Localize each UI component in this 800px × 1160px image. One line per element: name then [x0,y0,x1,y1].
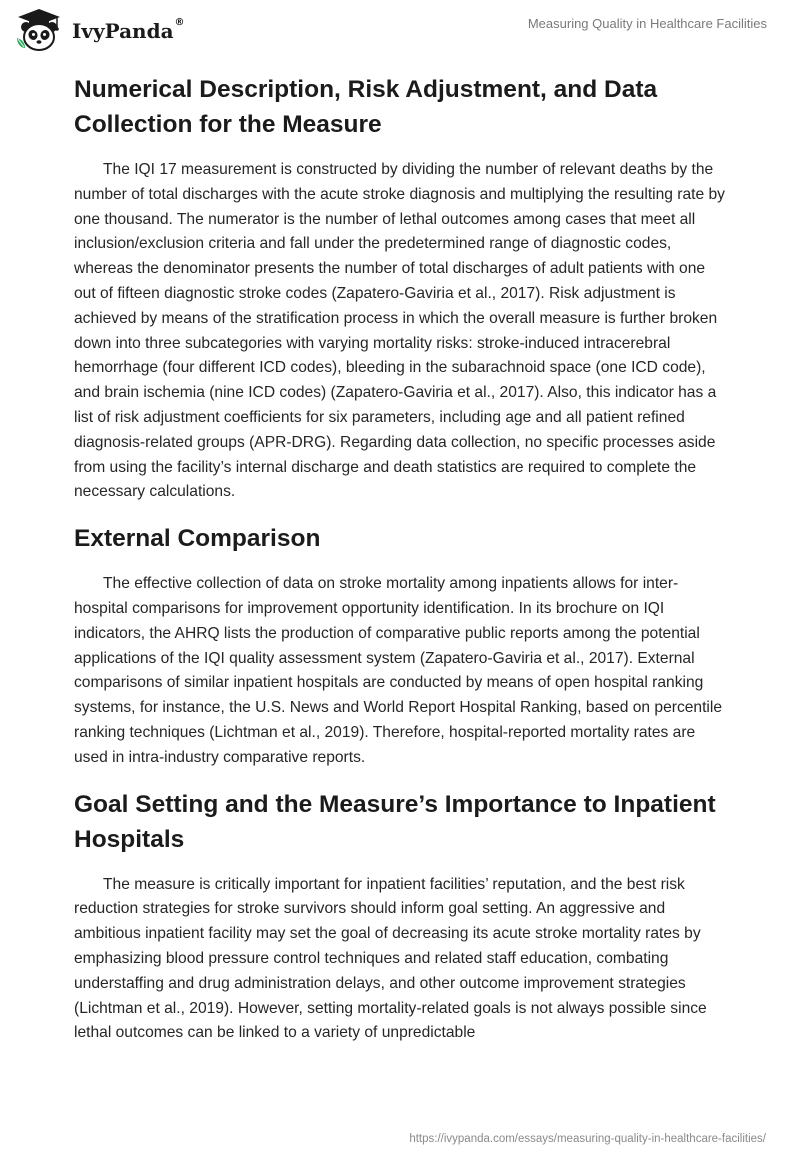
brand-name: IvyPanda® [72,17,185,43]
registered-mark: ® [174,17,185,28]
section-paragraph: The measure is critically important for inpatient facilities’ reputation, and the best risk reduction strategies for stroke survivors should inform goal setting. An aggressive and ambitious inpatient facility may set the goal of decreasing its acute stroke mortality rates by emphasizing blood pressure control techniques and related staff education, combating understaffing and drug administration delays, and other outcome improvement strategies (Lichtman et al., 2019). However, setting mortality-related goals is not always possible since lethal outcomes can be linked to a variety of unpredictable [74,875,707,1042]
section-numerical-description [74,72,730,505]
document-title: Measuring Quality in Healthcare Facilities [527,16,767,31]
ivypanda-logo[interactable] [14,8,185,52]
section-heading: External Comparison [74,525,321,553]
section-heading: Goal Setting and the Measure’s Importance to Inpatient Hospitals [74,790,716,853]
essay-content [74,72,730,1062]
section-paragraph: The effective collection of data on stroke mortality among inpatients allows for inter-hospital comparisons for improvement opportunity identification. In its brochure on IQI indicators, the AHRQ lists the production of comparative public reports among the potential applications of the IQI quality assessment system (Zapatero-Gaviria et al., 2017). External comparisons of similar inpatient hospitals are conducted by means of open hospital ranking systems, for instance, the U.S. News and World Report Hospital Ranking, based on percentile ranking techniques (Lichtman et al., 2019). Therefore, hospital-reported mortality rates are used in intra-industry comparative reports. [74,575,723,766]
source-url[interactable]: https://ivypanda.com/essays/measuring-quality-in-healthcare-facilities/ [409,1133,766,1145]
panda-graduate-icon [14,8,64,52]
section-goal-setting [74,787,730,1047]
section-heading: Numerical Description, Risk Adjustment, and Data Collection for the Measure [74,76,658,138]
section-paragraph: The IQI 17 measurement is constructed by dividing the number of relevant deaths by the number of total discharges with the acute stroke diagnosis and multiplying the resulting rate by one thousand. The numerator is the number of lethal outcomes among cases that meet all inclusion/exclusion criteria and fall under the predetermined range of diagnostic codes, whereas the denominator presents the number of total discharges of adult patients with one out of fifteen diagnostic stroke codes (Zapatero-Gaviria et al., 2017). Risk adjustment is achieved by means of the stratification process in which the overall measure is further broken down into three subcategories with varying mortality risks: stroke-induced intracerebral hemorrhage (four different ICD codes), bleeding in the subarachnoid space (one ICD code), and brain ischemia (nine ICD codes) (Zapatero-Gaviria et al., 2017). Also, this indicator has a list of risk adjustment coefficients for six parameters, including age and all patient refined diagnosis-related groups (APR-DRG). Regarding data collection, no specific processes aside from using the facility’s internal discharge and death statistics are required to complete the necessary calculations. [74,161,725,501]
page-header [0,0,800,62]
section-external-comparison [74,521,730,770]
